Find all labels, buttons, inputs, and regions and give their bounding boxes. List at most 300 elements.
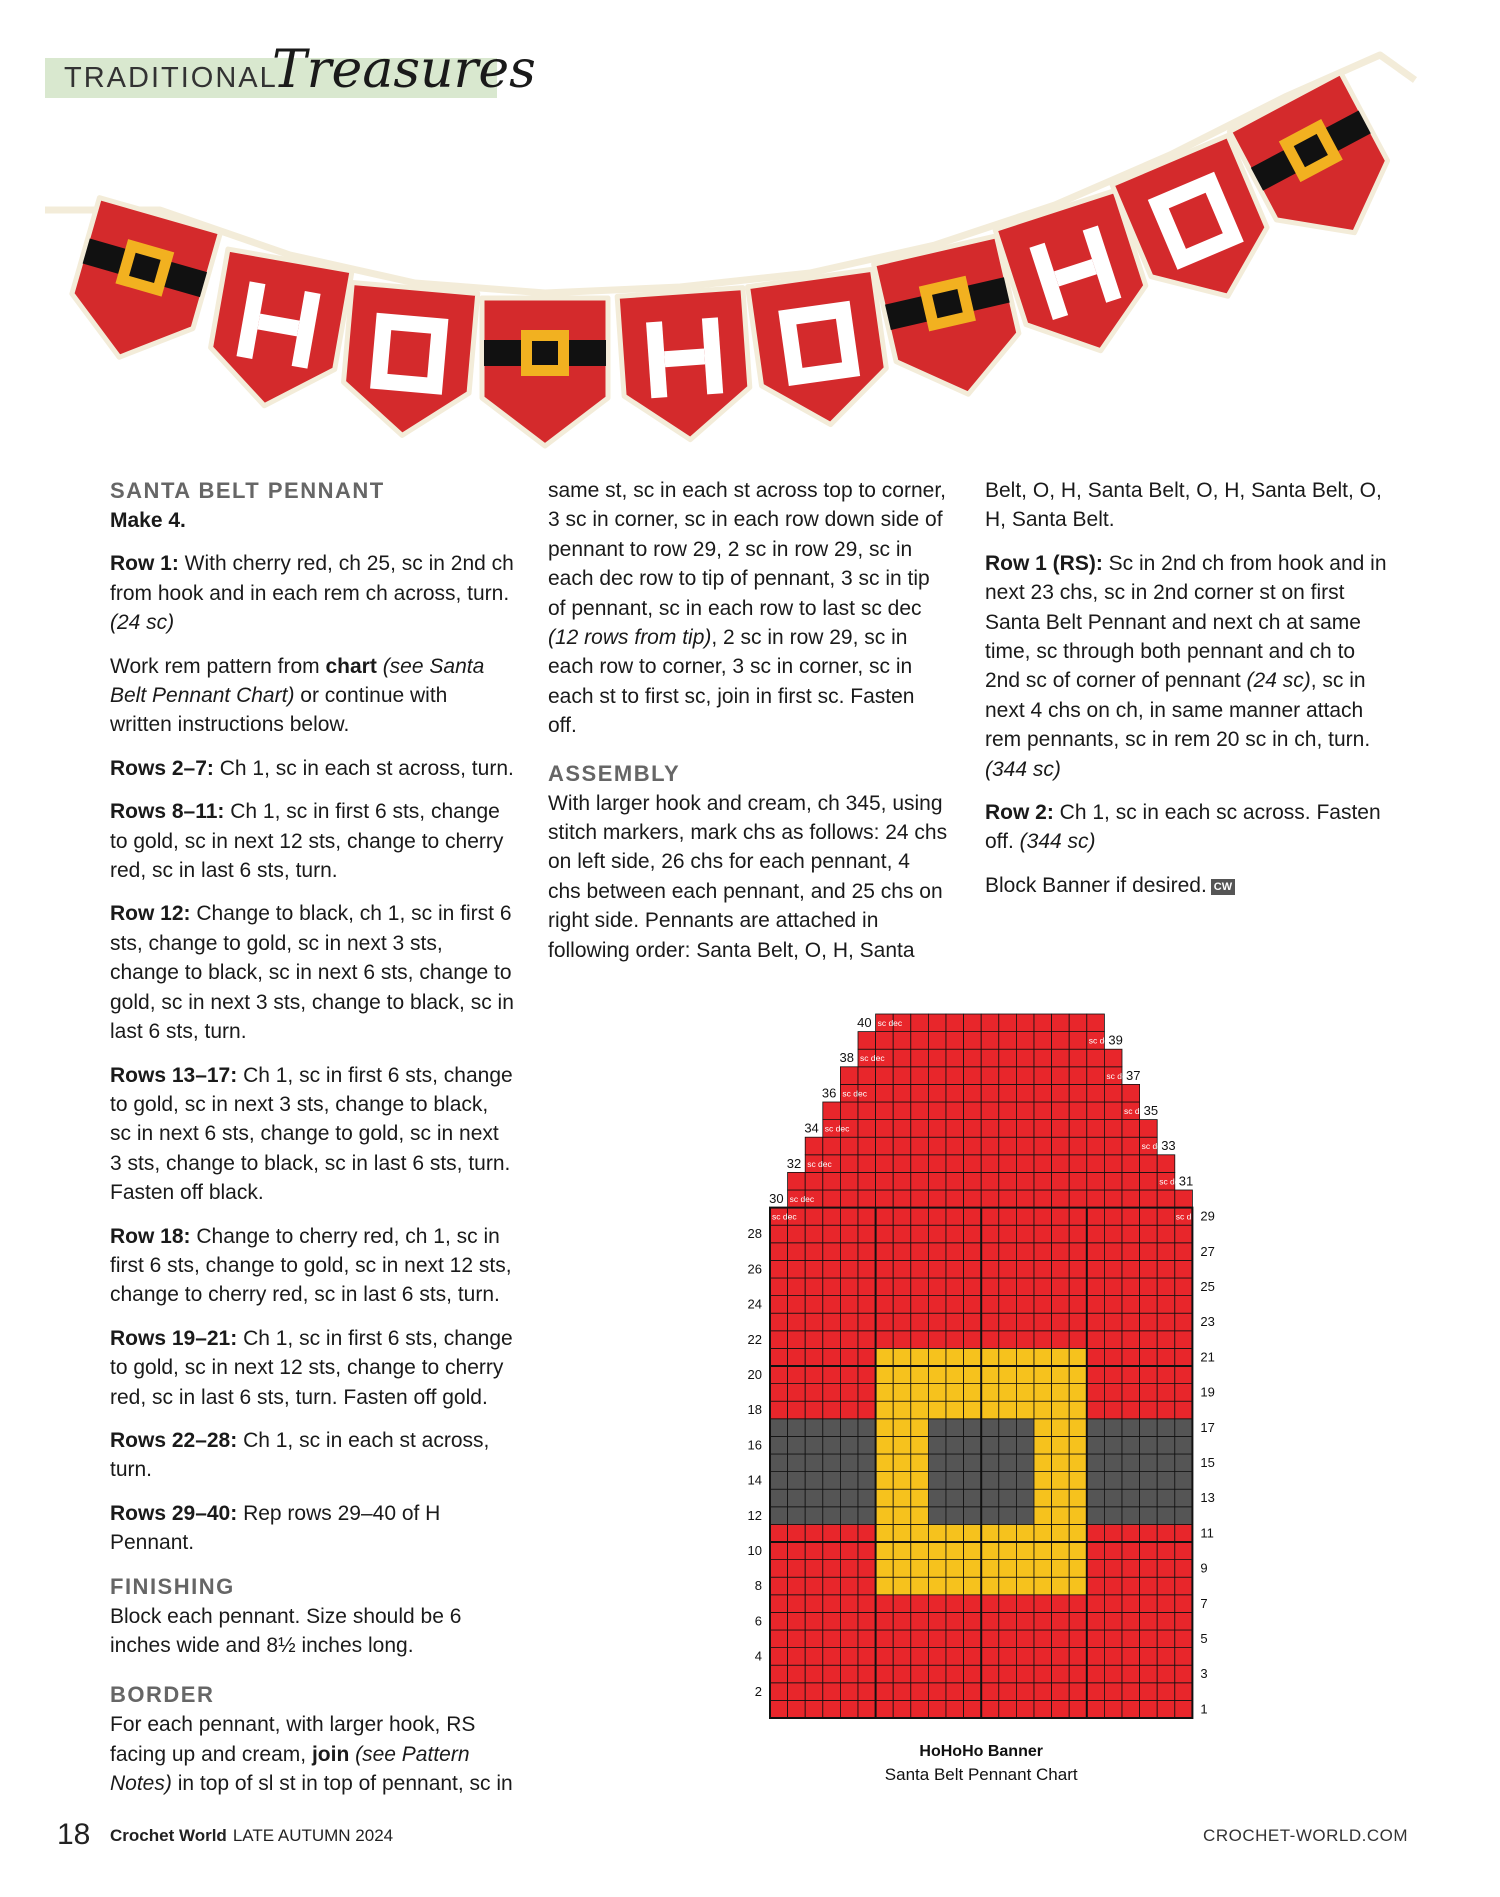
chart-cell [770,1595,788,1613]
chart-cell [840,1507,858,1525]
chart-cell [788,1313,806,1331]
chart-cell [1069,1436,1087,1454]
chart-cell [1140,1313,1158,1331]
chart-cell [840,1190,858,1208]
chart-cell [858,1120,876,1138]
chart-cell [1087,1542,1105,1560]
chart-cell [1052,1067,1070,1085]
chart-cell [1069,1348,1087,1366]
chart-cell [770,1366,788,1384]
chart-cell [1087,1595,1105,1613]
chart-cell [1104,1313,1122,1331]
chart-cell [876,1683,894,1701]
chart-cell [805,1630,823,1648]
chart-cell [788,1577,806,1595]
chart-cell [1016,1172,1034,1190]
chart-cell [999,1120,1017,1138]
chart-cell [1140,1630,1158,1648]
chart-cell [1069,1683,1087,1701]
chart-cell [911,1384,929,1402]
chart-cell [788,1278,806,1296]
chart-cell [1069,1049,1087,1067]
pennant [59,198,221,375]
chart-cell [1069,1296,1087,1314]
pennant [202,249,352,417]
chart-cell [1157,1260,1175,1278]
chart-cell [999,1014,1017,1032]
chart-cell [1104,1401,1122,1419]
chart-cell [893,1436,911,1454]
chart-cell [858,1436,876,1454]
row-number-left: 28 [747,1226,762,1242]
chart-cell [981,1120,999,1138]
chart-cell [1157,1612,1175,1630]
chart-cell [1122,1366,1140,1384]
row-number-right: 29 [1200,1208,1215,1224]
chart-cell [823,1208,841,1226]
chart-cell [876,1524,894,1542]
chart-cell [840,1102,858,1120]
row-number-right: 5 [1200,1631,1208,1646]
row-text: Rep rows 29–40 of H Pennant. [110,1501,441,1555]
chart-cell [876,1243,894,1261]
chart-cell [928,1313,946,1331]
chart-cell [805,1313,823,1331]
chart-cell [788,1348,806,1366]
chart-cell [1052,1120,1070,1138]
chart-cell [1034,1683,1052,1701]
chart-cell [1087,1648,1105,1666]
chart-cell [1104,1049,1122,1067]
chart-cell [1122,1120,1140,1138]
chart-cell [946,1014,964,1032]
chart-cell [1052,1208,1070,1226]
chart-cell [788,1683,806,1701]
chart-cell [840,1225,858,1243]
chart-cell [928,1014,946,1032]
chart-cell [1016,1014,1034,1032]
chart-cell [858,1225,876,1243]
chart-cell [964,1630,982,1648]
chart-cell [1052,1507,1070,1525]
chart-cell [823,1595,841,1613]
chart-cell [1104,1084,1122,1102]
chart-cell [1104,1472,1122,1490]
chart-cell [1175,1278,1193,1296]
section-heading-border: BORDER [110,1682,215,1708]
chart-cell [788,1612,806,1630]
chart-cell [964,1049,982,1067]
chart-cell [1069,1648,1087,1666]
chart-cell [964,1014,982,1032]
chart-cell [1122,1419,1140,1437]
chart-cell [823,1225,841,1243]
chart-cell [1157,1524,1175,1542]
chart-cell [788,1472,806,1490]
chart-cell [1175,1595,1193,1613]
chart-cell [911,1331,929,1349]
chart-cell [1140,1524,1158,1542]
chart-cell [964,1155,982,1173]
chart-cell [981,1419,999,1437]
chart-cell [840,1612,858,1630]
chart-cell [1175,1472,1193,1490]
chart-cell [788,1700,806,1718]
row-number-right: 19 [1200,1384,1215,1400]
chart-cell [946,1524,964,1542]
chart-cell [1034,1120,1052,1138]
chart-cell [1034,1648,1052,1666]
row-number-right: 25 [1200,1279,1215,1294]
chart-cell [1122,1489,1140,1507]
magazine-name: Crochet World [110,1826,227,1845]
chart-cell [1175,1577,1193,1595]
chart-cell [788,1648,806,1666]
chart-cell [928,1067,946,1085]
chart-cell [1104,1700,1122,1718]
chart-cell [823,1401,841,1419]
chart-cell [1122,1208,1140,1226]
chart-cell [805,1436,823,1454]
chart-cell [1104,1331,1122,1349]
chart-cell [876,1331,894,1349]
chart-cell [946,1348,964,1366]
chart-cell [893,1384,911,1402]
chart-cell [1069,1243,1087,1261]
sc-dec-label: sc dec [877,1018,903,1028]
chart-cell [1016,1683,1034,1701]
chart-cell [981,1524,999,1542]
chart-cell [1069,1120,1087,1138]
chart-cell [928,1243,946,1261]
chart-cell [893,1049,911,1067]
chart-cell [1122,1384,1140,1402]
chart-cell [981,1700,999,1718]
chart-cell [999,1348,1017,1366]
chart-cell [858,1137,876,1155]
chart-cell [964,1208,982,1226]
chart-cell [928,1665,946,1683]
chart-cell [946,1225,964,1243]
chart-cell [1034,1278,1052,1296]
chart-cell [964,1419,982,1437]
chart-cell [1034,1595,1052,1613]
chart-cell [981,1208,999,1226]
chart-cell [1087,1190,1105,1208]
chart-cell [1175,1260,1193,1278]
chart-cell [1034,1331,1052,1349]
chart-cell [1157,1313,1175,1331]
chart-cell [1016,1700,1034,1718]
sc-dec-label: sc dec [789,1194,815,1204]
chart-cell [1069,1190,1087,1208]
chart-cell [1016,1120,1034,1138]
chart-cell [1087,1612,1105,1630]
chart-cell [928,1401,946,1419]
chart-cell [928,1260,946,1278]
chart-cell [823,1577,841,1595]
chart-cell [1175,1331,1193,1349]
chart-cell [1052,1084,1070,1102]
chart-cell [1157,1560,1175,1578]
chart-cell [823,1524,841,1542]
chart-cell [1069,1102,1087,1120]
chart-cell [964,1577,982,1595]
chart-cell [1157,1577,1175,1595]
chart-cell [928,1577,946,1595]
chart-cell [964,1683,982,1701]
chart-cell [946,1049,964,1067]
chart-cell [1122,1542,1140,1560]
chart-cell [1104,1155,1122,1173]
section-heading-assembly: ASSEMBLY [548,760,681,786]
work-text-end: or continue with written instructions below. [110,684,448,737]
chart-cell [805,1137,823,1155]
chart-cell [946,1419,964,1437]
chart-cell [805,1348,823,1366]
block-text: Block Banner if desired. [985,873,1207,897]
chart-title: HoHoHo Banner [919,1743,1043,1760]
chart-cell [911,1700,929,1718]
website-url: CROCHET-WORLD.COM [1203,1826,1408,1845]
chart-cell [1052,1313,1070,1331]
chart-cell [1069,1419,1087,1437]
chart-cell [1140,1172,1158,1190]
chart-cell [1140,1595,1158,1613]
belt-buckle-hole [532,341,558,365]
chart-cell [964,1225,982,1243]
chart-cell [911,1683,929,1701]
chart-cell [770,1384,788,1402]
chart-cell [858,1313,876,1331]
chart-cell [858,1067,876,1085]
chart-cell [1087,1313,1105,1331]
chart-cell [1034,1313,1052,1331]
chart-cell [946,1260,964,1278]
chart-cell [928,1630,946,1648]
pennant [748,269,893,433]
chart-cell [999,1630,1017,1648]
chart-cell [1122,1225,1140,1243]
chart-cell [858,1208,876,1226]
chart-cell [876,1454,894,1472]
chart-cell [823,1260,841,1278]
chart-cell [1034,1472,1052,1490]
chart-cell [876,1648,894,1666]
chart-cell [1069,1665,1087,1683]
chart-cell [981,1542,999,1560]
chart-cell [981,1032,999,1050]
chart-cell [999,1084,1017,1102]
chart-cell [999,1331,1017,1349]
row-label: Row 1 (RS): [985,551,1103,575]
chart-cell [770,1560,788,1578]
chart-cell [911,1208,929,1226]
chart-cell [805,1331,823,1349]
chart-cell [1034,1155,1052,1173]
chart-cell [858,1401,876,1419]
chart-cell [999,1366,1017,1384]
chart-cell [1016,1296,1034,1314]
border-continued-text: same st, sc in each st across top to corner, 3 sc in corner, sc in each row down side of pennant to row 29, 2 sc in row 29, sc in each dec row to tip of pennant, 3 sc in tip of pennant, sc in each row to last sc dec [548,479,947,620]
chart-cell [928,1612,946,1630]
chart-cell [928,1155,946,1173]
chart-cell [788,1454,806,1472]
chart-cell [840,1419,858,1437]
sc-dec-label: sc dec [1159,1176,1184,1187]
row-text: Ch 1, sc in first 6 sts, change to gold, sc in next 12 sts, change to cherry red, sc in last 6 sts, turn. Fasten off gold. [110,1326,513,1409]
chart-cell [893,1243,911,1261]
section-heading-finishing: FINISHING [110,1573,235,1599]
chart-cell [1122,1648,1140,1666]
chart-cell [1069,1384,1087,1402]
chart-cell [928,1348,946,1366]
row-text: Ch 1, sc in each sc across. Fasten off. [985,801,1381,854]
chart-cell [1122,1454,1140,1472]
stitch-count: (344 sc) [1019,830,1096,854]
chart-cell [911,1102,929,1120]
chart-cell [1140,1560,1158,1578]
chart-cell [840,1630,858,1648]
chart-cell [1034,1049,1052,1067]
chart-cell [1087,1700,1105,1718]
chart-cell [840,1313,858,1331]
chart-cell [999,1067,1017,1085]
chart-cell [770,1507,788,1525]
chart-cell [1122,1190,1140,1208]
chart-cell [805,1225,823,1243]
chart-cell [823,1665,841,1683]
chart-cell [840,1648,858,1666]
chart-cell [964,1665,982,1683]
chart-cell [823,1366,841,1384]
chart-cell [1104,1630,1122,1648]
chart-cell [876,1472,894,1490]
chart-cell [770,1472,788,1490]
chart-cell [893,1032,911,1050]
chart-cell [946,1648,964,1666]
row-number-left: 20 [747,1367,762,1382]
chart-cell [1016,1436,1034,1454]
chart-cell [770,1331,788,1349]
chart-cell [840,1296,858,1314]
border-italic-note: (12 rows from tip) [548,626,712,650]
chart-cell [928,1049,946,1067]
chart-cell [964,1260,982,1278]
chart-cell [1034,1524,1052,1542]
chart-cell [911,1630,929,1648]
chart-cell [928,1102,946,1120]
row-number-right: 13 [1200,1490,1215,1506]
chart-cell [840,1331,858,1349]
chart-cell [823,1296,841,1314]
chart-cell [911,1665,929,1683]
chart-cell [893,1489,911,1507]
chart-cell [1016,1137,1034,1155]
chart-cell [1122,1260,1140,1278]
chart-cell [946,1084,964,1102]
chart-cell [1016,1577,1034,1595]
chart-cell [928,1225,946,1243]
chart-cell [1087,1102,1105,1120]
chart-cell [893,1648,911,1666]
chart-cell [1034,1014,1052,1032]
pennant [617,288,753,444]
chart-cell [946,1208,964,1226]
chart-cell [1157,1436,1175,1454]
chart-cell [964,1313,982,1331]
chart-cell [1034,1560,1052,1578]
chart-cell [876,1577,894,1595]
chart-cell [1122,1348,1140,1366]
chart-cell [1104,1102,1122,1120]
chart-cell [1016,1032,1034,1050]
chart-cell [1016,1155,1034,1173]
work-italic: (see Santa Belt Pennant Chart) [110,654,485,708]
chart-cell [946,1067,964,1085]
chart-cell [928,1331,946,1349]
chart-cell [1140,1190,1158,1208]
chart-cell [999,1419,1017,1437]
chart-cell [840,1243,858,1261]
chart-cell [1104,1648,1122,1666]
chart-cell [964,1401,982,1419]
chart-cell [1157,1700,1175,1718]
chart-cell [1016,1401,1034,1419]
border-italic: (see Pattern Notes) [110,1742,470,1796]
chart-cell [1052,1489,1070,1507]
chart-cell [981,1507,999,1525]
chart-cell [1034,1260,1052,1278]
chart-cell [805,1542,823,1560]
chart-cell [999,1489,1017,1507]
chart-cell [1052,1454,1070,1472]
chart-cell [981,1489,999,1507]
chart-cell [840,1067,858,1085]
chart-cell [1104,1172,1122,1190]
chart-cell [1104,1612,1122,1630]
chart-cell [1122,1296,1140,1314]
chart-cell [823,1137,841,1155]
chart-cell [1069,1155,1087,1173]
chart-cell [1069,1454,1087,1472]
chart-cell [1122,1630,1140,1648]
chart-cell [823,1436,841,1454]
chart-cell [946,1313,964,1331]
chart-cell [1122,1278,1140,1296]
chart-cell [1122,1137,1140,1155]
chart-cell [911,1032,929,1050]
chart-cell [1122,1524,1140,1542]
row-text: With cherry red, ch 25, sc in 2nd ch from hook and in each rem ch across, turn. [110,552,514,605]
chart-cell [1087,1014,1105,1032]
chart-cell [1034,1032,1052,1050]
chart-cell [1087,1172,1105,1190]
chart-cell [999,1102,1017,1120]
chart-cell [1034,1384,1052,1402]
chart-cell [999,1595,1017,1613]
chart-cell [1140,1665,1158,1683]
chart-cell [928,1524,946,1542]
chart-cell [788,1436,806,1454]
chart-cell [1122,1472,1140,1490]
chart-cell [1034,1454,1052,1472]
chart-cell [946,1630,964,1648]
chart-cell [823,1172,841,1190]
chart-cell [1052,1225,1070,1243]
chart-cell [823,1454,841,1472]
chart-cell [1104,1419,1122,1437]
